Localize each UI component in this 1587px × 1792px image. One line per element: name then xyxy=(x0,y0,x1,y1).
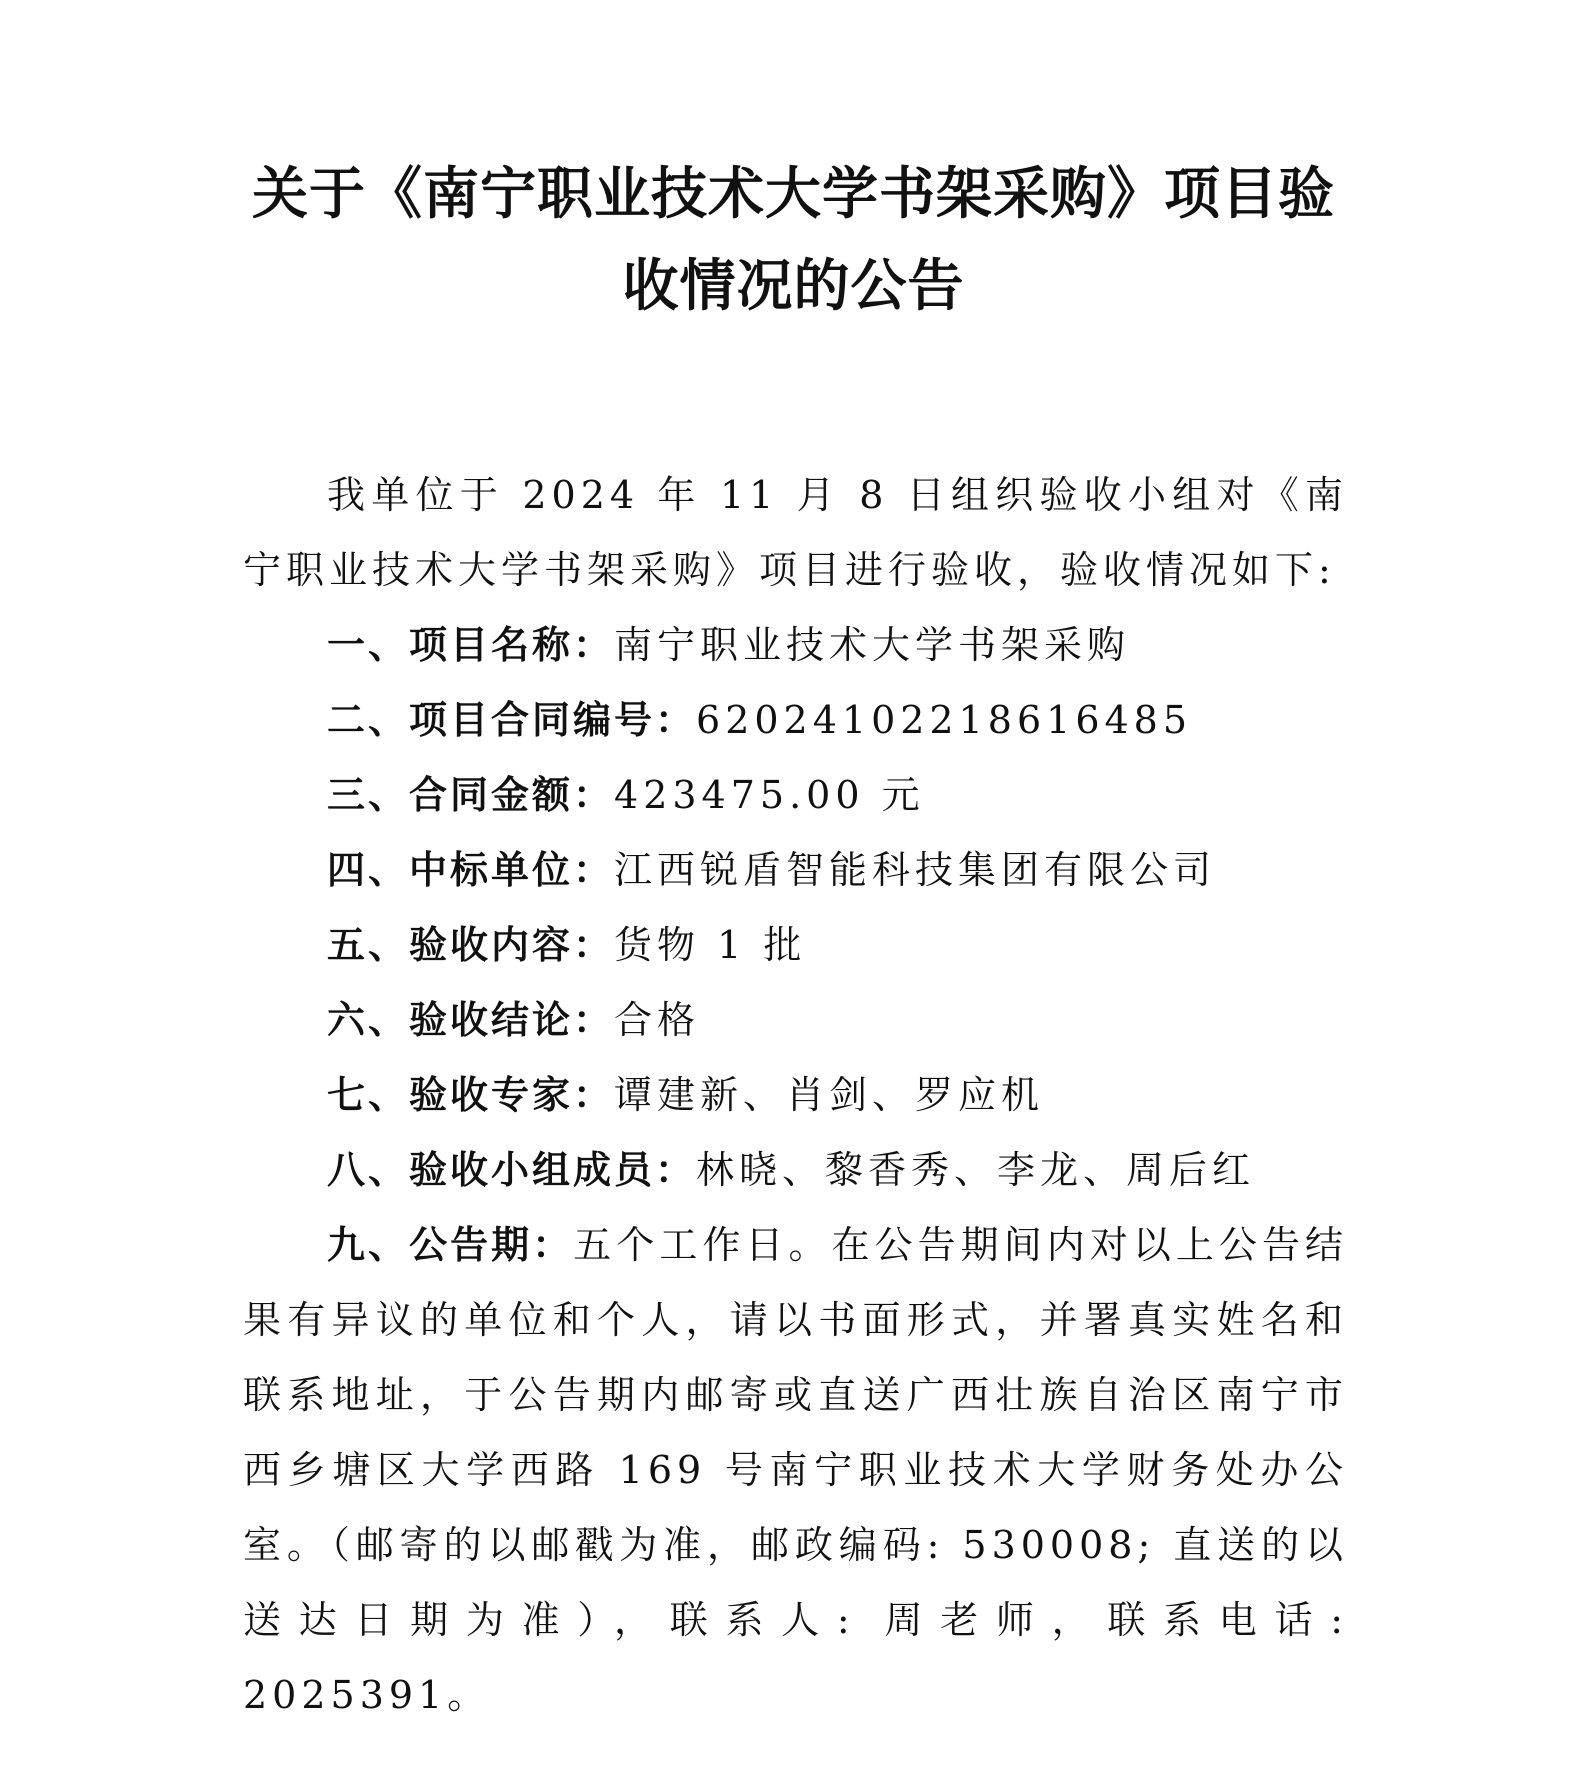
item-value: 五个工作日。在公告期间内对以上公告结果有异议的单位和个人，请以书面形式，并署真实姓名和联系地址，于公告期内邮寄或直送广西壮族自治区南宁市西乡塘区大学西路 169 号南宁职业技术大学财务处办公室。（邮寄的以邮戳为准，邮政编码: 530008; 直送的以送达日期为准），联系人: 周老师，联系电话: 2025391。 xyxy=(243,1223,1348,1717)
list-item-acceptance-content xyxy=(243,908,1348,983)
item-label: 八、验收小组成员： xyxy=(327,1148,697,1192)
item-value: 423475.00 元 xyxy=(614,773,925,817)
item-value: 谭建新、肖剑、罗应机 xyxy=(614,1073,1045,1117)
item-value: 合格 xyxy=(614,998,701,1042)
item-label: 七、验收专家： xyxy=(327,1073,615,1117)
item-value: 江西锐盾智能科技集团有限公司 xyxy=(614,848,1217,892)
item-value: 林晓、黎香秀、李龙、周后红 xyxy=(696,1148,1256,1192)
list-item-team-members xyxy=(243,1133,1348,1208)
info-list xyxy=(243,608,1348,1733)
item-label: 六、验收结论： xyxy=(327,998,615,1042)
list-item-contract-amount xyxy=(243,758,1348,833)
item-value: 货物 1 批 xyxy=(614,923,807,967)
item-label: 二、项目合同编号： xyxy=(327,698,697,742)
list-item-contract-number xyxy=(243,683,1348,758)
item-label: 三、合同金额： xyxy=(327,773,615,817)
item-label: 五、验收内容： xyxy=(327,923,615,967)
list-item-acceptance-conclusion xyxy=(243,983,1348,1058)
list-item-notice-period xyxy=(243,1208,1348,1733)
list-item-winning-bidder xyxy=(243,833,1348,908)
list-item-project-name xyxy=(243,608,1348,683)
list-item-acceptance-experts xyxy=(243,1058,1348,1133)
item-label: 九、公告期： xyxy=(327,1223,574,1267)
item-value: 62024102218616485 xyxy=(696,698,1193,742)
intro-paragraph: 我单位于 2024 年 11 月 8 日组织验收小组对《南宁职业技术大学书架采购》项目进行验收，验收情况如下: xyxy=(243,473,1348,592)
item-label: 四、中标单位： xyxy=(327,848,615,892)
item-value: 南宁职业技术大学书架采购 xyxy=(614,623,1131,667)
document-title: 关于《南宁职业技术大学书架采购》项目验收情况的公告 xyxy=(252,161,1335,319)
item-label: 一、项目名称： xyxy=(327,623,615,667)
